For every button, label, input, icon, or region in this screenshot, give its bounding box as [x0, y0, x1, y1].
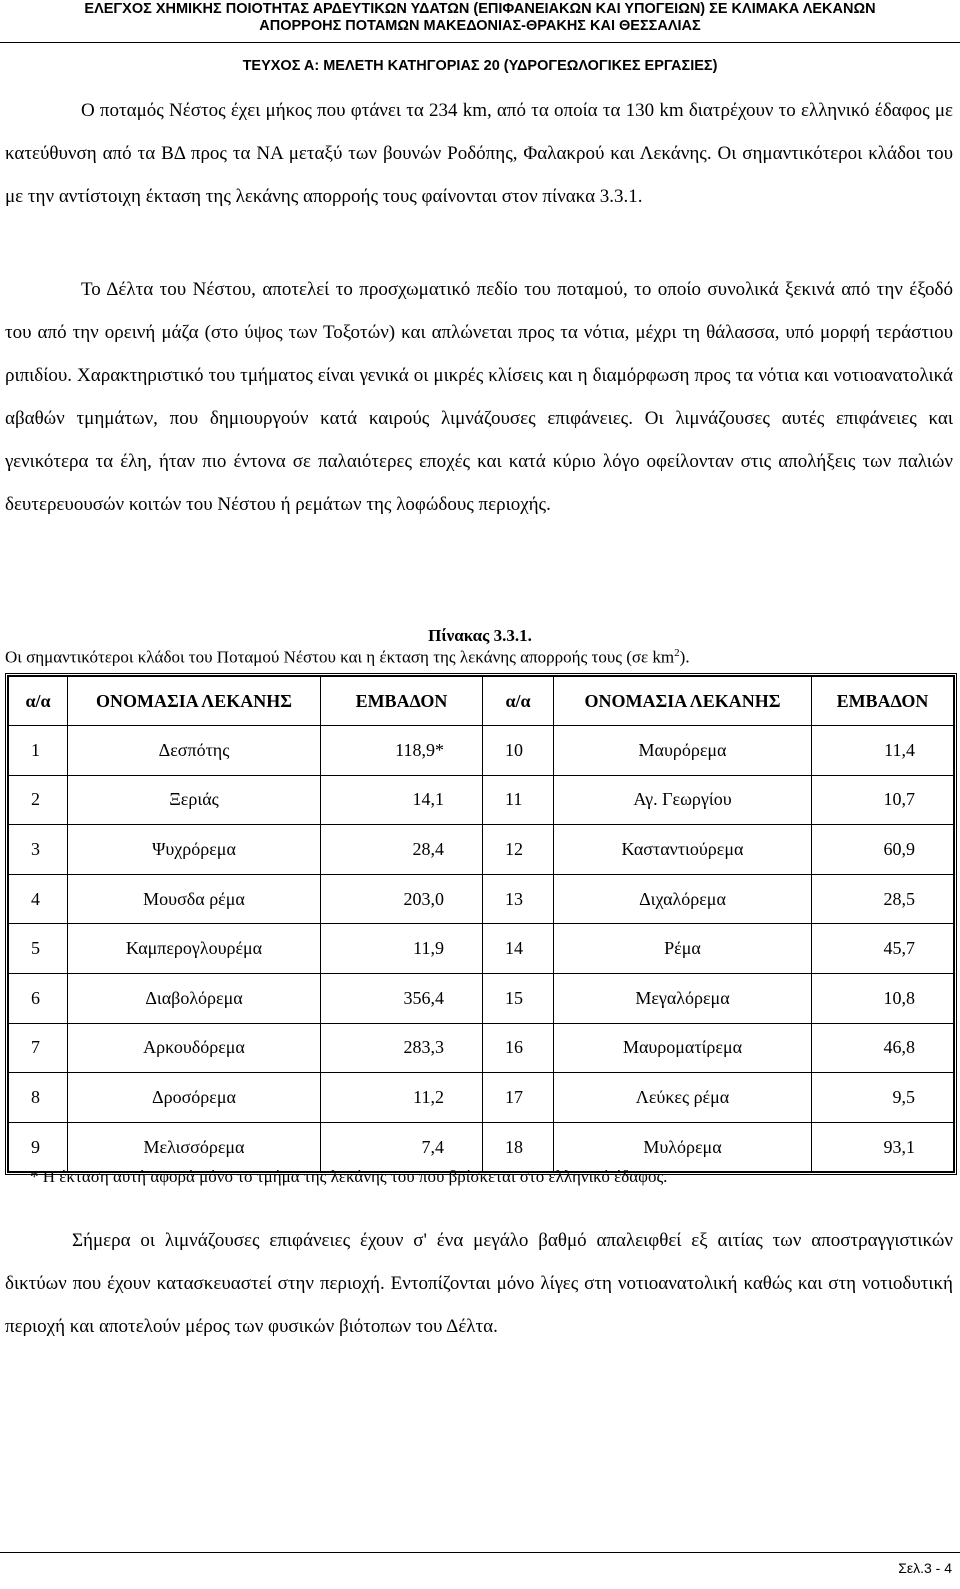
- basin-name: Ψυχρόρεμα: [68, 825, 321, 875]
- row-number: 10: [483, 726, 554, 776]
- page-number: Σελ.3 - 4: [898, 1560, 952, 1576]
- table-row: [9, 874, 954, 924]
- basin-name: Μελισσόρεμα: [68, 1122, 321, 1172]
- row-number: 17: [483, 1073, 554, 1123]
- basin-name: Αγ. Γεωργίου: [554, 775, 812, 825]
- basin-name: Διαβολόρεμα: [68, 973, 321, 1023]
- row-number: 14: [483, 924, 554, 974]
- column-header-area-2: ΕΜΒΑΔΟΝ: [812, 677, 954, 726]
- basin-name: Μουσδα ρέμα: [68, 874, 321, 924]
- row-number: 1: [9, 726, 68, 776]
- basin-area: 118,9*: [321, 726, 483, 776]
- row-number: 6: [9, 973, 68, 1023]
- row-number: 3: [9, 825, 68, 875]
- basin-area: 11,2: [321, 1073, 483, 1123]
- table-title: Πίνακας 3.3.1.: [428, 626, 532, 645]
- basin-name: Καμπερογλουρέμα: [68, 924, 321, 974]
- basin-name: Δεσπότης: [68, 726, 321, 776]
- column-header-basin-name: ΟΝΟΜΑΣΙΑ ΛΕΚΑΝΗΣ: [68, 677, 321, 726]
- table-header-row: [9, 677, 954, 726]
- column-header-basin-name-2: ΟΝΟΜΑΣΙΑ ΛΕΚΑΝΗΣ: [554, 677, 812, 726]
- row-number: 7: [9, 1023, 68, 1073]
- basin-area: 60,9: [812, 825, 954, 875]
- paragraph-delta: Το Δέλτα του Νέστου, αποτελεί το προσχωματικό πεδίο του ποταμού, το οποίο συνολικά ξεκινά από την έξοδό του από την ορεινή μάζα (στο ύψος των Τοξοτών) και απλώνεται προς τα νότια, μέχρι τη θάλασσα, υπό μορφή τεράστιου ριπιδίου. Χαρακτηριστικό του τμήματος είναι γενικά οι μικρές κλίσεις και η διαμόρφωση προς τα νότια και νοτιοανατολικά αβαθών τμημάτων, που δημιουργούν κατά καιρούς λιμνάζουσες επιφάνειες. Οι λιμνάζουσες αυτές επιφάνειες και γενικότερα τα έλη, ήταν πιο έντονα σε παλαιότερες εποχές και κατά κύριο λόγο οφείλονταν στις απολήξεις των παλιών δευτερευουσών κοιτών του Νέστου ή ρεμάτων της λοφώδους περιοχής.: [5, 279, 953, 515]
- basin-area: 203,0: [321, 874, 483, 924]
- table-row: [9, 825, 954, 875]
- basin-area: 28,4: [321, 825, 483, 875]
- basin-name: Μεγαλόρεμα: [554, 973, 812, 1023]
- row-number: 16: [483, 1023, 554, 1073]
- column-header-area: ΕΜΒΑΔΟΝ: [321, 677, 483, 726]
- basin-area: 28,5: [812, 874, 954, 924]
- row-number: 11: [483, 775, 554, 825]
- column-header-no-2: α/α: [483, 677, 554, 726]
- row-number: 18: [483, 1122, 554, 1172]
- column-header-no: α/α: [9, 677, 68, 726]
- header-divider: [0, 42, 960, 43]
- row-number: 12: [483, 825, 554, 875]
- table-row: [9, 924, 954, 974]
- table-row: [9, 1073, 954, 1123]
- basin-name: Ξεριάς: [68, 775, 321, 825]
- basin-area: 14,1: [321, 775, 483, 825]
- basins-table: [5, 673, 957, 1175]
- basin-name: Διχαλόρεμα: [554, 874, 812, 924]
- basin-name: Δροσόρεμα: [68, 1073, 321, 1123]
- basin-area: 10,8: [812, 973, 954, 1023]
- row-number: 15: [483, 973, 554, 1023]
- basin-area: 46,8: [812, 1023, 954, 1073]
- basin-name: Μυλόρεμα: [554, 1122, 812, 1172]
- footer-divider: [0, 1552, 960, 1553]
- basin-area: 356,4: [321, 973, 483, 1023]
- basin-area: 11,4: [812, 726, 954, 776]
- table-footnote: * Η έκταση αυτή αφορά μόνο το τμήμα της λεκάνης του που βρίσκεται στο ελληνικό έδαφος.: [30, 1167, 668, 1186]
- basin-name: Ρέμα: [554, 924, 812, 974]
- basin-name: Αρκουδόρεμα: [68, 1023, 321, 1073]
- table-row: [9, 1023, 954, 1073]
- table-row: [9, 726, 954, 776]
- row-number: 8: [9, 1073, 68, 1123]
- row-number: 5: [9, 924, 68, 974]
- paragraph-river-length: Ο ποταμός Νέστος έχει μήκος που φτάνει τα 234 km, από τα οποία τα 130 km διατρέχουν το ελληνικό έδαφος με κατεύθυνση από τα ΒΔ προς τα ΝΑ μεταξύ των βουνών Ροδόπης, Φαλακρού και Λεκάνης. Οι σημαντικότεροι κλάδοι του με την αντίστοιχη έκταση της λεκάνης απορροής τους φαίνονται στον πίνακα 3.3.1.: [5, 100, 953, 207]
- header-title-line-1: ΕΛΕΓΧΟΣ ΧΗΜΙΚΗΣ ΠΟΙΟΤΗΤΑΣ ΑΡΔΕΥΤΙΚΩΝ ΥΔΑΤΩΝ (ΕΠΙΦΑΝΕΙΑΚΩΝ ΚΑΙ ΥΠΟΓΕΙΩΝ) ΣΕ ΚΛΙΜΑΚΑ ΛΕΚΑΝΩΝ: [84, 1, 876, 17]
- basin-name: Μαυρόρεμα: [554, 726, 812, 776]
- row-number: 9: [9, 1122, 68, 1172]
- basin-name: Κασταντιούρεμα: [554, 825, 812, 875]
- row-number: 2: [9, 775, 68, 825]
- header-title-line-2: ΑΠΟΡΡΟΗΣ ΠΟΤΑΜΩΝ ΜΑΚΕΔΟΝΙΑΣ-ΘΡΑΚΗΣ ΚΑΙ ΘΕΣΣΑΛΙΑΣ: [259, 18, 701, 34]
- paragraph-wetlands-today: Σήμερα οι λιμνάζουσες επιφάνειες έχουν σ' ένα μεγάλο βαθμό απαλειφθεί εξ αιτίας των αποστραγγιστικών δικτύων που έχουν κατασκευαστεί στην περιοχή. Εντοπίζονται μόνο λίγες στη νοτιοανατολική καθώς και στη νοτιοδυτική περιοχή και αποτελούν μέρος των φυσικών βιότοπων του Δέλτα.: [5, 1230, 953, 1337]
- basin-area: 283,3: [321, 1023, 483, 1073]
- table-row: [9, 973, 954, 1023]
- table-caption: Οι σημαντικότεροι κλάδοι του Ποταμού Νέστου και η έκταση της λεκάνης απορροής τους (σε $km^2$).: [5, 647, 690, 667]
- basin-area: 9,5: [812, 1073, 954, 1123]
- basin-area: 10,7: [812, 775, 954, 825]
- row-number: 4: [9, 874, 68, 924]
- table-row: [9, 775, 954, 825]
- basin-name: Λεύκες ρέμα: [554, 1073, 812, 1123]
- basin-area: 7,4: [321, 1122, 483, 1172]
- row-number: 13: [483, 874, 554, 924]
- basin-area: 93,1: [812, 1122, 954, 1172]
- header-volume-title: ΤΕΥΧΟΣ Α: ΜΕΛΕΤΗ ΚΑΤΗΓΟΡΙΑΣ 20 (ΥΔΡΟΓΕΩΛΟΓΙΚΕΣ ΕΡΓΑΣΙΕΣ): [242, 58, 718, 74]
- basin-name: Μαυροματίρεμα: [554, 1023, 812, 1073]
- basin-area: 11,9: [321, 924, 483, 974]
- table-row: [9, 1122, 954, 1172]
- basin-area: 45,7: [812, 924, 954, 974]
